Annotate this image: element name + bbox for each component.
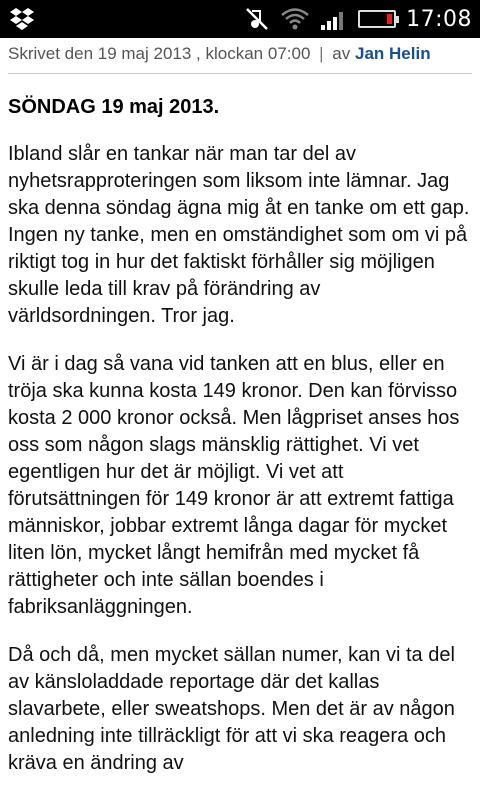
meta-by: av [332, 44, 351, 63]
article [8, 38, 472, 798]
article-paragraph-3: Då och då, men mycket sällan numer, kan vi ta del av känsloladdade reportage där det kallas slavarbete, eller sweatshops. Men det är av någon anledning inte tillräckligt för att vi ska reagera och kräva en ändring av [8, 644, 455, 774]
article-date: Skrivet den 19 maj 2013 , klockan 07:00 [8, 44, 311, 63]
battery-fill [387, 14, 392, 24]
muted-icon [244, 6, 270, 32]
wifi-icon [280, 6, 310, 32]
signal-icon [320, 7, 348, 31]
clock: 17:08 [406, 6, 472, 32]
article-meta [8, 38, 472, 74]
status-bar [0, 0, 480, 38]
article-paragraph-2: Vi är i dag så vana vid tanken att en blus, eller en tröja ska kunna kosta 149 kronor. Den kan förvisso kosta 2 000 kronor också. Men lågpriset anses hos oss som någon slags mänsklig rättighet. Vi vet egentligen hur det är möjligt. Vi vet att förutsättningen för 149 kronor är att extremt fattiga människor, jobbar extremt långa dagar för mycket liten lön, mycket långt hemifrån med mycket få rättigheter och inte sällan boendes i fabriksanläggningen. [8, 353, 460, 618]
author-link[interactable]: Jan Helin [355, 44, 431, 63]
article-paragraph-1: Ibland slår en tankar när man tar del av nyhetsrapproteringen som liksom inte lämnar. Jag ska denna söndag ägna mig åt en tanke om ett gap. Ingen ny tanke, men en omständighet som om vi på riktigt tog in hur det faktiskt förhåller sig möjligen skulle leda till krav på förändring av världsordningen. Tror jag. [8, 143, 470, 327]
dropbox-icon [8, 5, 36, 33]
article-heading: SÖNDAG 19 maj 2013. [8, 96, 220, 118]
battery-low-icon [358, 10, 396, 28]
meta-separator: | [319, 44, 324, 63]
